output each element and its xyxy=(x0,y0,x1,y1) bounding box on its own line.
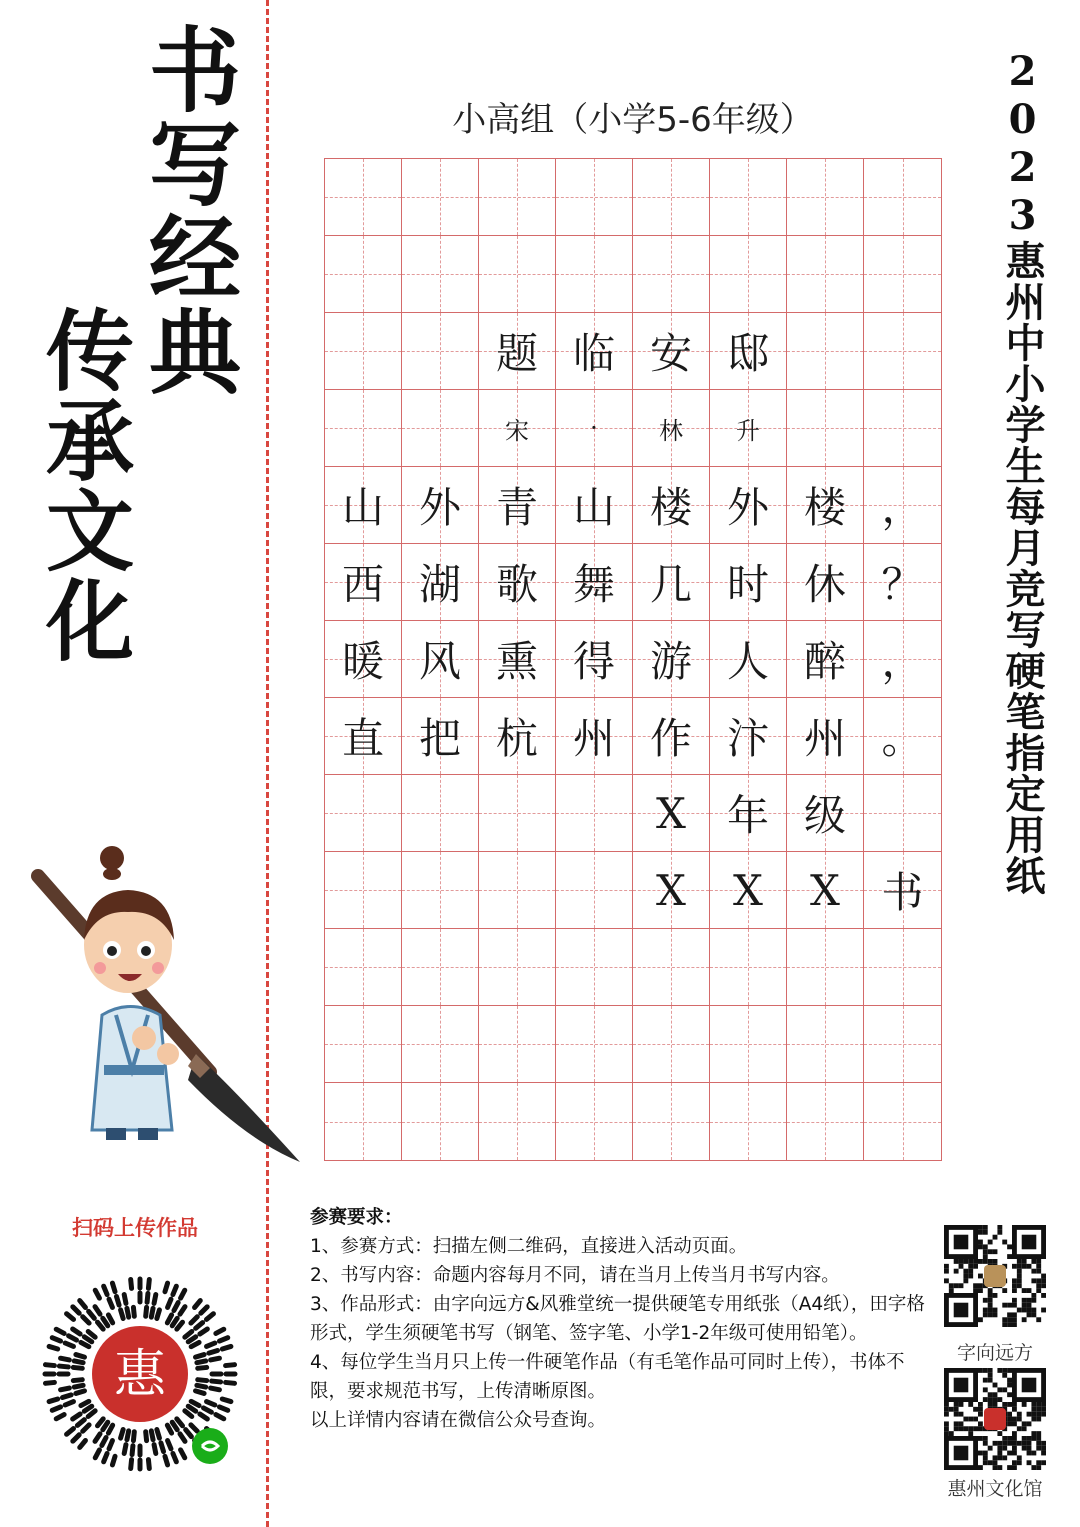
grid-char: 人 xyxy=(726,637,769,686)
grid-char: 书 xyxy=(881,868,924,917)
grid-cell xyxy=(787,313,864,390)
qr-caption-1: 字向远方 xyxy=(956,1342,1033,1364)
requirements-block xyxy=(310,1203,940,1435)
grid-char: 级 xyxy=(803,791,846,840)
writing-grid xyxy=(324,158,942,1161)
grid-char: 熏 xyxy=(495,637,538,686)
grid-cell xyxy=(479,1006,556,1083)
grid-cell xyxy=(479,467,556,544)
grid-cell xyxy=(710,467,787,544)
grid-cell xyxy=(864,775,941,852)
grid-char: 暖 xyxy=(341,637,384,686)
grid-cell xyxy=(402,159,479,236)
group-title: 小高组（小学5-6年级） xyxy=(452,100,814,140)
grid-cell xyxy=(787,698,864,775)
grid-cell xyxy=(402,1006,479,1083)
requirement-line: 以上详情内容请在微信公众号查询。 xyxy=(310,1410,607,1431)
requirement-line: 4、每位学生当月只上传一件硬笔作品（有毛笔作品可同时上传），书体不限，要求规范书写，上传清晰原图。 xyxy=(310,1352,905,1402)
grid-cell xyxy=(710,852,787,929)
grid-cell xyxy=(402,852,479,929)
grid-cell xyxy=(633,621,710,698)
grid-char: 楼 xyxy=(649,483,692,532)
grid-cell xyxy=(864,236,941,313)
grid-cell xyxy=(633,698,710,775)
grid-cell xyxy=(556,929,633,1006)
grid-cell xyxy=(710,775,787,852)
grid-char: X xyxy=(656,788,686,838)
grid-cell xyxy=(556,159,633,236)
grid-cell xyxy=(633,852,710,929)
grid-cell xyxy=(710,313,787,390)
grid-char: 林 xyxy=(659,416,683,445)
qr-code-ziyiangyuanfang[interactable] xyxy=(944,1225,1046,1327)
grid-char: 临 xyxy=(572,329,615,378)
grid-cell xyxy=(633,467,710,544)
grid-char: 外 xyxy=(418,483,461,532)
grid-cell xyxy=(556,698,633,775)
grid-cell xyxy=(787,236,864,313)
requirement-line: 3、作品形式：由字向远方&风雅堂统一提供硬笔专用纸张（A4纸），田字格形式，学生须硬笔书写（钢笔、签字笔、小学1-2年级可使用铅笔）。 xyxy=(310,1294,925,1344)
grid-cell xyxy=(864,621,941,698)
grid-cell xyxy=(479,852,556,929)
grid-cell xyxy=(479,775,556,852)
grid-char: 歌 xyxy=(495,560,538,609)
grid-char: 外 xyxy=(726,483,769,532)
grid-char: 风 xyxy=(418,637,461,686)
grid-char: 州 xyxy=(803,714,846,763)
grid-char: 舞 xyxy=(572,560,615,609)
grid-cell xyxy=(479,390,556,467)
grid-char: 山 xyxy=(341,483,384,532)
grid-cell xyxy=(710,621,787,698)
grid-char: 年 xyxy=(726,791,769,840)
grid-cell xyxy=(864,159,941,236)
grid-cell xyxy=(633,544,710,621)
grid-char: 时 xyxy=(726,560,769,609)
mini-program-qr-code[interactable] xyxy=(34,1268,246,1480)
grid-cell xyxy=(633,236,710,313)
qr-code-huizhou-culture[interactable] xyxy=(944,1368,1046,1470)
grid-cell xyxy=(479,544,556,621)
grid-char: 游 xyxy=(649,637,692,686)
grid-cell xyxy=(325,313,402,390)
qr-upload-label: 扫码上传作品 xyxy=(72,1216,198,1240)
grid-char: 西 xyxy=(341,560,384,609)
grid-char: X xyxy=(656,865,686,915)
grid-cell xyxy=(787,1083,864,1160)
grid-char: 州 xyxy=(572,714,615,763)
grid-cell xyxy=(864,852,941,929)
grid-cell xyxy=(479,236,556,313)
grid-cell xyxy=(787,159,864,236)
grid-cell xyxy=(402,621,479,698)
grid-char: 醉 xyxy=(803,637,846,686)
grid-cell xyxy=(787,544,864,621)
grid-cell xyxy=(864,1006,941,1083)
grid-char: 楼 xyxy=(803,483,846,532)
grid-cell xyxy=(556,236,633,313)
grid-cell xyxy=(402,467,479,544)
grid-cell xyxy=(325,621,402,698)
grid-cell xyxy=(864,313,941,390)
grid-cell xyxy=(710,159,787,236)
grid-cell xyxy=(325,390,402,467)
grid-cell xyxy=(633,313,710,390)
grid-cell xyxy=(325,236,402,313)
grid-char: 安 xyxy=(649,329,692,378)
grid-cell xyxy=(787,1006,864,1083)
qr-center-char: 惠 xyxy=(113,1345,167,1405)
grid-cell xyxy=(787,621,864,698)
grid-cell xyxy=(479,929,556,1006)
grid-char: 山 xyxy=(572,483,615,532)
grid-char: X xyxy=(810,865,840,915)
grid-cell xyxy=(633,929,710,1006)
grid-char: · xyxy=(590,414,598,442)
banner-title-1: 书写经典 xyxy=(134,22,242,398)
grid-cell xyxy=(479,159,556,236)
grid-cell xyxy=(556,544,633,621)
grid-cell xyxy=(325,1006,402,1083)
grid-cell xyxy=(325,159,402,236)
grid-char: 题 xyxy=(495,329,538,378)
grid-char: 几 xyxy=(649,560,692,609)
grid-cell xyxy=(787,852,864,929)
grid-char: 休 xyxy=(803,560,846,609)
grid-cell xyxy=(556,313,633,390)
grid-char: 升 xyxy=(736,416,760,445)
grid-cell xyxy=(633,1006,710,1083)
grid-char: 得 xyxy=(572,637,615,686)
grid-cell xyxy=(325,1083,402,1160)
grid-char: 。 xyxy=(881,714,924,763)
requirements-title: 参赛要求： xyxy=(310,1207,403,1228)
grid-cell xyxy=(633,1083,710,1160)
grid-cell xyxy=(479,621,556,698)
banner-title-2: 传承文化 xyxy=(32,305,136,665)
grid-cell xyxy=(325,698,402,775)
grid-char: X xyxy=(733,865,763,915)
grid-cell xyxy=(325,775,402,852)
grid-char: 把 xyxy=(418,714,461,763)
grid-char: ？ xyxy=(881,560,924,609)
grid-cell xyxy=(633,390,710,467)
requirement-line: 1、参赛方式：扫描左侧二维码，直接进入活动页面。 xyxy=(310,1236,748,1257)
requirement-line: 2、书写内容：命题内容每月不同，请在当月上传当月书写内容。 xyxy=(310,1265,840,1286)
qr-caption-2: 惠州文化馆 xyxy=(947,1478,1043,1500)
grid-cell xyxy=(325,852,402,929)
side-title: 2023惠州中小学生每月竞写硬笔指定用纸 xyxy=(999,48,1046,896)
grid-cell xyxy=(402,544,479,621)
grid-cell xyxy=(402,1083,479,1160)
grid-cell xyxy=(710,698,787,775)
grid-char: 邸 xyxy=(726,329,769,378)
grid-cell xyxy=(633,159,710,236)
grid-cell xyxy=(787,775,864,852)
grid-cell xyxy=(787,467,864,544)
grid-cell xyxy=(402,236,479,313)
cut-line xyxy=(266,0,269,1527)
grid-char: ， xyxy=(881,637,924,686)
grid-cell xyxy=(864,467,941,544)
grid-cell xyxy=(479,313,556,390)
grid-cell xyxy=(325,467,402,544)
grid-cell xyxy=(710,390,787,467)
grid-cell xyxy=(402,929,479,1006)
grid-cell xyxy=(556,1083,633,1160)
grid-char: 宋 xyxy=(505,416,529,445)
grid-cell xyxy=(556,775,633,852)
grid-cell xyxy=(325,929,402,1006)
grid-cell xyxy=(864,698,941,775)
grid-cell xyxy=(479,698,556,775)
grid-cell xyxy=(710,236,787,313)
grid-cell xyxy=(556,621,633,698)
grid-cell xyxy=(864,1083,941,1160)
grid-cell xyxy=(402,313,479,390)
grid-cell xyxy=(710,929,787,1006)
grid-char: ， xyxy=(881,483,924,532)
grid-char: 湖 xyxy=(418,560,461,609)
grid-cell xyxy=(864,544,941,621)
grid-cell xyxy=(402,698,479,775)
grid-cell xyxy=(633,775,710,852)
grid-cell xyxy=(864,929,941,1006)
grid-cell xyxy=(325,544,402,621)
grid-cell xyxy=(787,929,864,1006)
grid-cell xyxy=(710,544,787,621)
grid-cell xyxy=(479,1083,556,1160)
grid-char: 汴 xyxy=(726,714,769,763)
grid-cell xyxy=(402,390,479,467)
grid-cell xyxy=(556,1006,633,1083)
grid-char: 直 xyxy=(341,714,384,763)
cartoon-scholar-illustration xyxy=(20,840,310,1170)
grid-cell xyxy=(864,390,941,467)
grid-cell xyxy=(556,467,633,544)
grid-cell xyxy=(710,1006,787,1083)
grid-cell xyxy=(556,852,633,929)
grid-char: 作 xyxy=(649,714,692,763)
grid-cell xyxy=(402,775,479,852)
grid-cell xyxy=(787,390,864,467)
grid-cell xyxy=(710,1083,787,1160)
grid-cell xyxy=(556,390,633,467)
grid-char: 青 xyxy=(495,483,538,532)
grid-char: 杭 xyxy=(495,714,538,763)
